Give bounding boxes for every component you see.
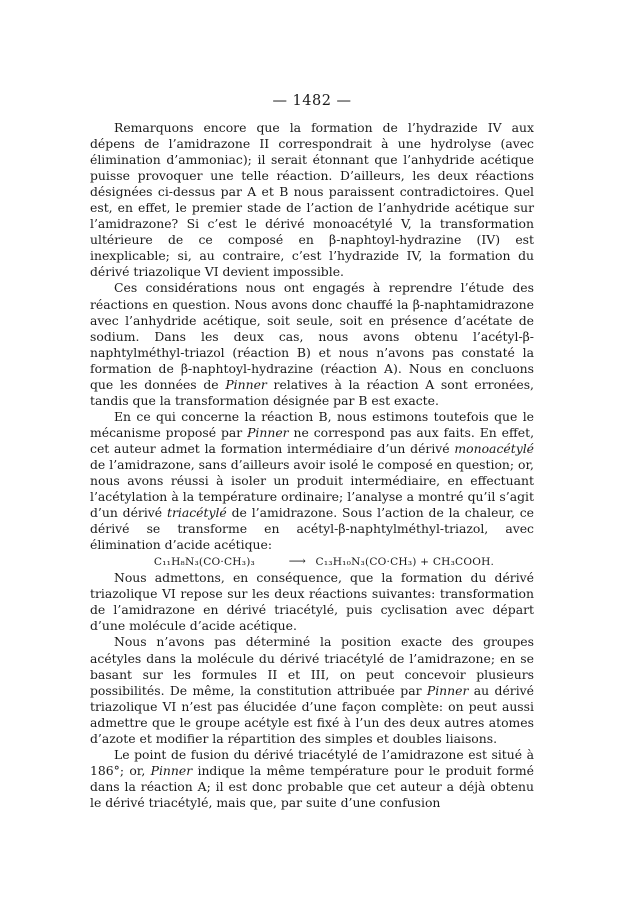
- text-run: indique la même température pour le produit formé dans la réaction A; il est donc probable que cet auteur a déjà obtenu le dérivé triacétylé, mais que, par suite d’une confusion: [90, 762, 534, 810]
- page-body: [90, 120, 534, 811]
- page-number: — 1482 —: [272, 93, 352, 109]
- paragraph-p3: [90, 409, 534, 553]
- paragraphs-after-formula: [90, 570, 534, 811]
- italic-text: Pinner: [426, 682, 469, 698]
- paragraph-p5: [90, 634, 534, 746]
- italic-text: monoacétylé: [454, 440, 534, 456]
- italic-text: Pinner: [150, 762, 193, 778]
- text-run: de l’amidrazone, sans d’ailleurs avoir isolé le composé en question; or, nous avons réussi à isoler un produit intermédiaire, en effectuant l’acétylation à la température ordinaire; l’analyse a montré qu’il s’agit d’un dérivé: [90, 456, 534, 521]
- italic-text: Pinner: [225, 376, 267, 392]
- italic-text: triacétylé: [166, 505, 227, 521]
- paragraph-p2: [90, 280, 534, 408]
- paragraphs-before-formula: [90, 120, 534, 553]
- reaction-arrow-icon: ⟶: [288, 554, 306, 569]
- text-run: au dérivé triazolique VI n’est pas élucidée d’une façon complète: on peut aussi admettre que le groupe acétyle est fixé à l’un des deux autres atomes d’azote et modifier la répartition des simples et doubles liaisons.: [90, 682, 534, 746]
- italic-text: Pinner: [247, 424, 289, 440]
- text-run: En ce qui concerne la réaction B, nous estimons toutefois que le mécanisme proposé par: [90, 408, 534, 440]
- text-run: Le point de fusion du dérivé triacétylé de l’amidrazone est situé à 186°; or,: [90, 746, 534, 778]
- text-run: ne correspond pas aux faits. En effet, cet auteur admet la formation intermédiaire d’un dérivé: [90, 424, 535, 456]
- text-run: relatives à la réaction A sont erronées, tandis que la transformation désignée par B est exacte.: [90, 376, 534, 408]
- text-run: Nous admettons, en conséquence, que la formation du dérivé triazolique VI repose sur les deux réactions suivantes: transformation de l’amidrazone en dérivé triacétylé, puis cyclisation avec départ d’une molécule d’acide acétique.: [90, 570, 534, 634]
- chemical-equation: [90, 553, 534, 570]
- equation-reactant: C₁₁H₈N₃(CO·CH₃)₃: [153, 556, 255, 569]
- text-run: Remarquons encore que la formation de l’hydrazide IV aux dépens de l’amidrazone II correspondrait à une hydrolyse (avec élimination d’ammoniac); il serait étonnant que l’anhydride acétique puisse provoquer une telle réaction. D’ailleurs, les deux réactions désignées ci-dessus par A et B nous paraissent contradictoires. Quel est, en effet, le premier stade de l’action de l’anhydride acétique sur l’amidrazone? Si c’est le dérivé monoacétylé V, la transformation ultérieure de ce composé en β-naphtoyl-hydrazine (IV) est inexplicable; si, au contraire, c’est l’hydrazide IV, la formation du dérivé triazolique VI devient impossible.: [90, 120, 534, 280]
- equation-products: C₁₃H₁₀N₃(CO·CH₃) + CH₃COOH.: [315, 556, 495, 569]
- text-run: de l’amidrazone. Sous l’action de la chaleur, ce dérivé se transforme en acétyl-β-naphtylméthyl-triazol, avec élimination d’acide acétique:: [90, 505, 534, 553]
- paragraph-p1: [90, 120, 534, 280]
- text-run: Ces considérations nous ont engagés à reprendre l’étude des réactions en question. Nous avons donc chauffé la β-naphtamidrazone avec l’anhydride acétique, soit seule, soit en présence d’acétate de sodium. Dans les deux cas, nous avons obtenu l’acétyl-β-naphtylméthyl-triazol (réaction B) et nous n’avons pas constaté la formation de β-naphtoyl-hydrazine (réaction A). Nous en concluons que les données de: [90, 280, 534, 392]
- paragraph-p6: [90, 747, 534, 811]
- text-run: Nous n’avons pas déterminé la position exacte des groupes acétyles dans la molécule du dérivé triacétylé de l’amidrazone; en se basant sur les formules II et III, on peut concevoir plusieurs possibilités. De même, la constitution attribuée par: [90, 634, 534, 698]
- paragraph-p4: [90, 570, 534, 634]
